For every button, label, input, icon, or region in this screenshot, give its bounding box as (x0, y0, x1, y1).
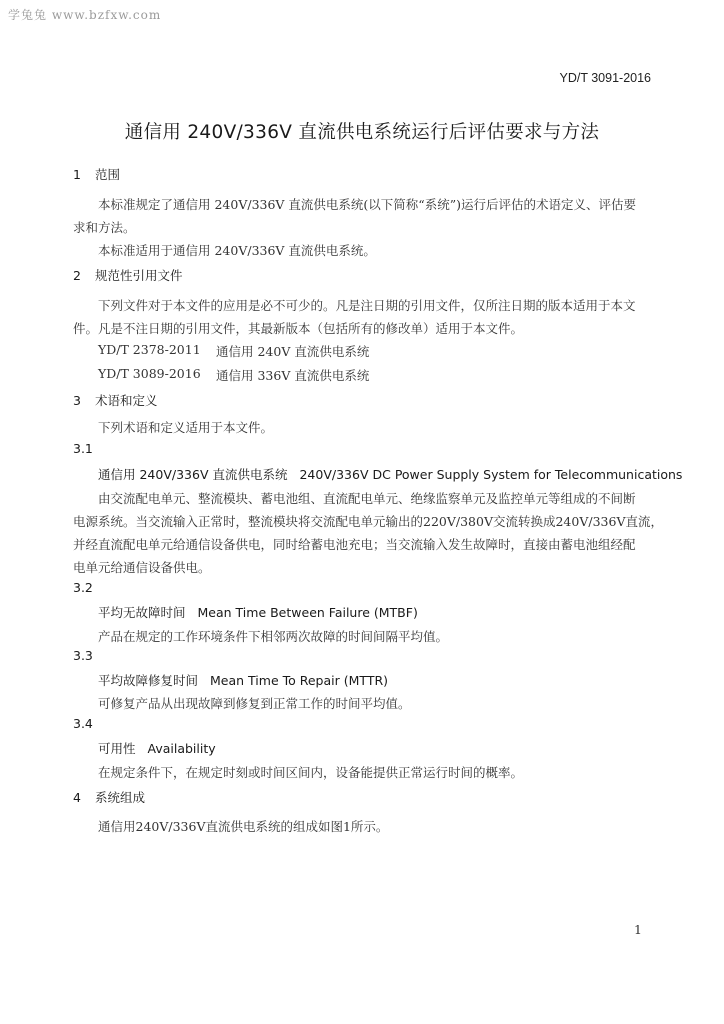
term-3-3-name (98, 671, 388, 689)
term-3-1-definition-line-2: 电源系统。当交流输入正常时，整流模块将交流配电单元输出的220V/380V交流转换成240V/336V直流， (73, 514, 663, 529)
section-4-number: 4 (73, 790, 81, 805)
term-3-4-name (98, 739, 216, 757)
section-1-paragraph-2: 本标准适用于通信用 240V/336V 直流供电系统。 (98, 243, 376, 258)
section-1-number: 1 (73, 167, 81, 182)
section-3-intro: 下列术语和定义适用于本文件。 (98, 420, 274, 435)
section-4-paragraph: 通信用240V/336V直流供电系统的组成如图1所示。 (98, 819, 389, 834)
term-3-1-en: 240V/336V DC Power Supply System for Telecommunications (299, 467, 683, 482)
page-title: 通信用 240V/336V 直流供电系统运行后评估要求与方法 (124, 122, 600, 143)
section-1-paragraph-1-line-2: 求和方法。 (73, 220, 136, 235)
term-3-3-cn: 平均故障修复时间 (98, 673, 199, 688)
section-4-heading (73, 788, 145, 806)
reference-2-code: YD/T 3089-2016 (98, 366, 201, 381)
term-3-1-definition-line-4: 电单元给通信设备供电。 (73, 560, 211, 575)
section-2-heading (73, 266, 183, 284)
term-3-4-cn: 可用性 (98, 741, 136, 756)
section-2-paragraph-line-1: 下列文件对于本文件的应用是必不可少的。凡是注日期的引用文件，仅所注日期的版本适用于本文 (98, 298, 636, 313)
page-number: 1 (634, 922, 642, 937)
reference-2-title: 通信用 336V 直流供电系统 (216, 368, 370, 383)
term-3-1-definition-line-3: 并经直流配电单元给通信设备供电，同时给蓄电池充电；当交流输入发生故障时，直接由蓄电池组经配 (73, 537, 636, 552)
section-4-title: 系统组成 (95, 790, 146, 805)
section-3-number: 3 (73, 393, 81, 408)
term-3-2-name (98, 603, 418, 621)
section-3-title: 术语和定义 (95, 393, 158, 408)
term-3-4-definition: 在规定条件下，在规定时刻或时间区间内，设备能提供正常运行时间的概率。 (98, 765, 524, 780)
section-1-title: 范围 (95, 167, 121, 182)
term-3-3-number: 3.3 (73, 648, 93, 663)
term-3-3-en: Mean Time To Repair (MTTR) (210, 673, 389, 688)
term-3-1-cn: 通信用 240V/336V 直流供电系统 (98, 467, 288, 482)
term-3-2-number: 3.2 (73, 580, 93, 595)
section-3-heading (73, 391, 158, 409)
section-2-number: 2 (73, 268, 81, 283)
term-3-1-name (98, 465, 682, 483)
term-3-2-en: Mean Time Between Failure (MTBF) (197, 605, 418, 620)
term-3-2-cn: 平均无故障时间 (98, 605, 186, 620)
section-1-paragraph-1-line-1: 本标准规定了通信用 240V/336V 直流供电系统(以下简称“系统”)运行后评估的术语定义、评估要 (98, 197, 636, 212)
section-2-paragraph-line-2: 件。凡是不注日期的引用文件，其最新版本（包括所有的修改单）适用于本文件。 (73, 321, 524, 336)
term-3-3-definition: 可修复产品从出现故障到修复到正常工作的时间平均值。 (98, 696, 411, 711)
term-3-1-definition-line-1: 由交流配电单元、整流模块、蓄电池组、直流配电单元、绝缘监察单元及监控单元等组成的不间断 (98, 491, 636, 506)
term-3-4-number: 3.4 (73, 716, 93, 731)
standard-number: YD/T 3091-2016 (559, 71, 651, 85)
section-2-title: 规范性引用文件 (95, 268, 183, 283)
reference-1-title: 通信用 240V 直流供电系统 (216, 344, 370, 359)
term-3-1-number: 3.1 (73, 441, 93, 456)
term-3-2-definition: 产品在规定的工作环境条件下相邻两次故障的时间间隔平均值。 (98, 629, 449, 644)
term-3-4-en: Availability (147, 741, 216, 756)
reference-1-code: YD/T 2378-2011 (98, 342, 201, 357)
section-1-heading (73, 165, 120, 183)
watermark: 学兔兔 www.bzfxw.com (8, 8, 162, 22)
